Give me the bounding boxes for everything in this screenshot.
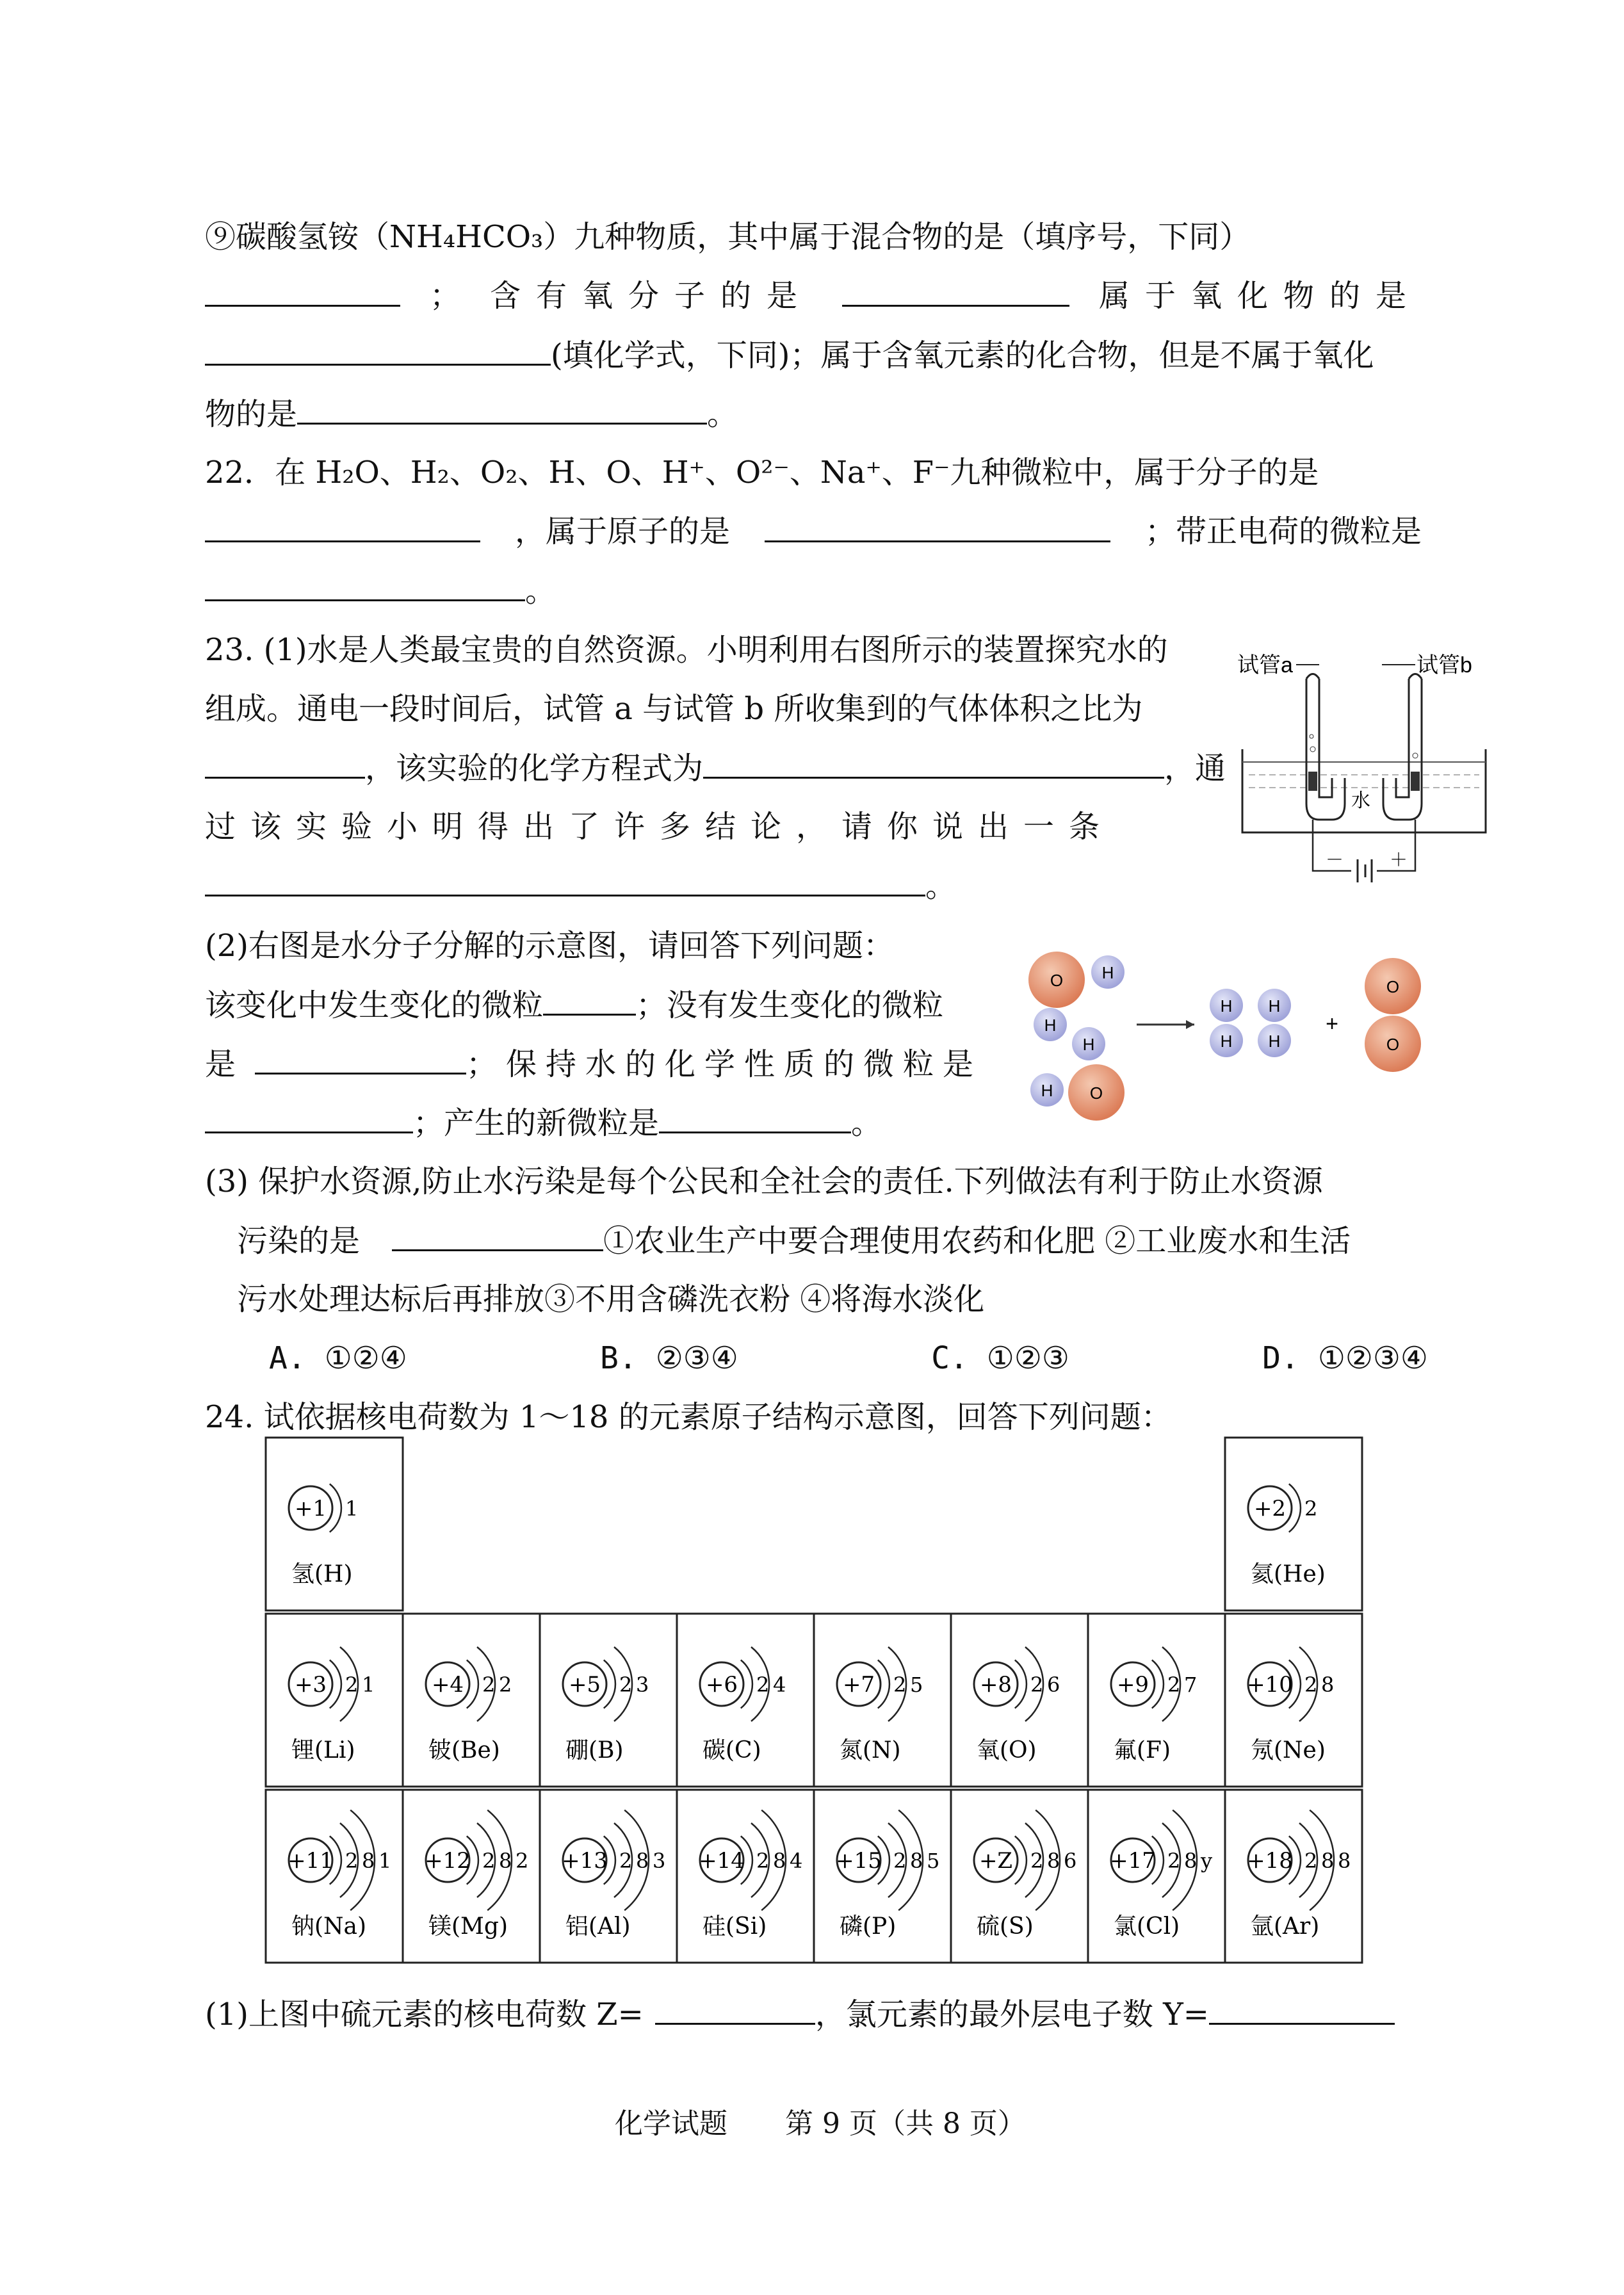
option-b[interactable]: B. ②③④ bbox=[600, 1340, 738, 1376]
element-name: 氧(O) bbox=[977, 1737, 1037, 1764]
q21-semicolon: ； bbox=[429, 278, 460, 314]
answer-blank-sulfur-charge[interactable] bbox=[655, 1995, 815, 2025]
hydrogen-symbol: H bbox=[1101, 963, 1114, 982]
q23-p3-line2 bbox=[237, 1221, 1351, 1260]
water-decomposition-figure bbox=[1018, 941, 1441, 1127]
nuclear-charge: +17 bbox=[1110, 1848, 1156, 1874]
electron-count: 2 bbox=[1030, 1849, 1044, 1873]
q23-p1-line2: 组成。通电一段时间后，试管 a 与试管 b 所收集到的气体体积之比为 bbox=[205, 691, 1143, 727]
oxygen-symbol: O bbox=[1089, 1083, 1103, 1103]
electron-count: 3 bbox=[653, 1849, 666, 1873]
electron-count: 8 bbox=[636, 1849, 649, 1873]
q23-p1-line1: 23. (1)水是人类最宝贵的自然资源。小明利用右图所示的装置探究水的 bbox=[205, 632, 1168, 668]
electron-count: 8 bbox=[773, 1849, 786, 1873]
answer-blank-changed-particle[interactable] bbox=[543, 985, 636, 1016]
answer-blank-oxide[interactable] bbox=[205, 336, 551, 366]
q23-options bbox=[269, 1339, 1428, 1377]
electron-count: 6 bbox=[1047, 1673, 1060, 1697]
electron-count: 2 bbox=[619, 1673, 633, 1697]
nuclear-charge: +1 bbox=[294, 1496, 327, 1521]
q24-y-label: ，氯元素的最外层电子数 Y= bbox=[815, 1997, 1209, 2032]
nuclear-charge: +14 bbox=[699, 1848, 745, 1874]
plus-sign: + bbox=[1326, 1012, 1338, 1036]
oxygen-molecule-label: 含有氧分子的是 bbox=[489, 278, 813, 314]
hydrogen-symbol: H bbox=[1041, 1081, 1053, 1100]
electron-count: 5 bbox=[927, 1849, 940, 1873]
q23-p3-statements: ①农业生产中要合理使用农药和化肥 ②工业废水和生活 bbox=[603, 1223, 1351, 1259]
answer-blank-positive[interactable] bbox=[205, 571, 525, 601]
electron-count: 2 bbox=[1304, 1496, 1318, 1521]
q23-p2-line1: (2)右图是水分子分解的示意图，请回答下列问题： bbox=[205, 928, 894, 964]
nuclear-charge: +8 bbox=[979, 1672, 1012, 1698]
element-name: 碳(C) bbox=[702, 1737, 761, 1764]
element-name: 氮(N) bbox=[840, 1737, 901, 1764]
electrolysis-apparatus-figure bbox=[1230, 640, 1498, 884]
option-d[interactable]: D. ①②③④ bbox=[1262, 1340, 1428, 1376]
nuclear-charge: +6 bbox=[705, 1672, 738, 1698]
electron-count: 8 bbox=[499, 1849, 512, 1873]
answer-blank-molecule[interactable] bbox=[205, 512, 480, 542]
element-name: 硼(B) bbox=[565, 1737, 624, 1764]
hydrogen-symbol: H bbox=[1268, 996, 1281, 1016]
electron-count: 2 bbox=[893, 1673, 907, 1697]
q24-sub1 bbox=[205, 1995, 1395, 2034]
electron-count: 2 bbox=[345, 1673, 359, 1697]
element-name: 锂(Li) bbox=[291, 1737, 355, 1764]
q22-line1: 22．在 H₂O、H₂、O₂、H、O、H⁺、O²⁻、Na⁺、F⁻九种微粒中，属于分子的是 bbox=[205, 455, 1319, 491]
electron-count: 2 bbox=[1167, 1673, 1181, 1697]
atom-diagram bbox=[1247, 1647, 1334, 1764]
q23-changed-label: 该变化中发生变化的微粒 bbox=[205, 987, 544, 1023]
answer-blank-chlorine-outer[interactable] bbox=[1209, 1995, 1395, 2025]
hydrogen-symbol: H bbox=[1220, 1032, 1233, 1051]
answer-blank-new-particle[interactable] bbox=[659, 1103, 851, 1133]
answer-blank-volume-ratio[interactable] bbox=[205, 749, 365, 779]
electron-count: 2 bbox=[893, 1849, 907, 1873]
q23-p3-label: 污染的是 bbox=[237, 1223, 361, 1259]
nuclear-charge: +12 bbox=[425, 1848, 471, 1874]
nuclear-charge: +10 bbox=[1247, 1672, 1293, 1698]
electron-count: 2 bbox=[1304, 1673, 1318, 1697]
electron-count: 2 bbox=[1304, 1849, 1318, 1873]
atom-diagram bbox=[974, 1810, 1076, 1940]
electron-count: 1 bbox=[378, 1849, 392, 1873]
minus-sign: － bbox=[1326, 849, 1344, 870]
periodic-table-grid bbox=[263, 1434, 1434, 1972]
footer-subject: 化学试题 bbox=[615, 2107, 727, 2140]
electron-count: 2 bbox=[345, 1849, 359, 1873]
hydrogen-symbol: H bbox=[1082, 1035, 1095, 1054]
q23-p1-line5 bbox=[205, 866, 956, 905]
q23-property-label: ；保持水的化学性质的微粒是 bbox=[466, 1046, 983, 1082]
atom-diagram bbox=[425, 1810, 528, 1940]
element-name: 铍(Be) bbox=[428, 1737, 500, 1764]
q23-p2-period: 。 bbox=[851, 1105, 882, 1141]
electron-count: 2 bbox=[756, 1849, 770, 1873]
oxygen-symbol: O bbox=[1386, 1035, 1400, 1054]
electron-count: 4 bbox=[773, 1673, 786, 1697]
electron-count: 2 bbox=[619, 1849, 633, 1873]
q22-line3 bbox=[205, 571, 556, 610]
element-name: 硫(S) bbox=[977, 1913, 1034, 1940]
element-name: 氦(He) bbox=[1251, 1561, 1326, 1587]
atom-diagram bbox=[289, 1647, 375, 1764]
q23-line3-end: ，通 bbox=[1164, 750, 1226, 786]
q23-equation-label: ，该实验的化学方程式为 bbox=[365, 750, 704, 786]
atom-diagram bbox=[1111, 1647, 1197, 1764]
tube-b-label: 试管b bbox=[1417, 653, 1472, 677]
nuclear-charge: +18 bbox=[1247, 1848, 1293, 1874]
water-label: 水 bbox=[1351, 790, 1370, 812]
electron-count: 2 bbox=[1030, 1673, 1044, 1697]
oxygen-symbol: O bbox=[1386, 977, 1400, 996]
electron-count: 1 bbox=[345, 1496, 359, 1521]
q22-line2 bbox=[205, 512, 1422, 551]
answer-blank-unchanged-particle[interactable] bbox=[255, 1044, 466, 1075]
electron-count: 2 bbox=[482, 1673, 496, 1697]
electron-count: 2 bbox=[499, 1673, 512, 1697]
q23-p3-line1: (3) 保护水资源,防止水污染是每个公民和全社会的责任.下列做法有利于防止水资源 bbox=[205, 1164, 1323, 1199]
electron-count: 8 bbox=[1321, 1849, 1335, 1873]
nuclear-charge: +7 bbox=[842, 1672, 875, 1698]
q23-p2-line2 bbox=[205, 985, 943, 1025]
atom-diagram bbox=[1248, 1484, 1326, 1587]
nuclear-charge: +11 bbox=[288, 1848, 334, 1874]
nuclear-charge: +13 bbox=[562, 1848, 608, 1874]
atom-diagram bbox=[563, 1647, 649, 1764]
electron-count: 2 bbox=[756, 1673, 770, 1697]
q23-p1-line4: 过该实验小明得出了许多结论，请你说出一条 bbox=[205, 809, 1115, 845]
answer-blank-oxygen-compound[interactable] bbox=[297, 394, 707, 425]
nuclear-charge: +3 bbox=[294, 1672, 327, 1698]
oxygen-symbol: O bbox=[1050, 971, 1064, 990]
electron-count: 8 bbox=[362, 1849, 375, 1873]
electron-count: 3 bbox=[636, 1673, 649, 1697]
q23-line3-prefix: 是 bbox=[205, 1046, 236, 1082]
atom-diagram bbox=[289, 1484, 358, 1587]
element-name: 硅(Si) bbox=[702, 1913, 767, 1940]
q21-line4-prefix: 物的是 bbox=[205, 396, 298, 432]
q23-unchanged-label: ；没有发生变化的微粒 bbox=[636, 987, 944, 1023]
nuclear-charge: +2 bbox=[1253, 1496, 1287, 1521]
atom-diagram bbox=[1247, 1810, 1351, 1940]
element-name: 氩(Ar) bbox=[1251, 1913, 1320, 1940]
q22-positive-label: ；带正电荷的微粒是 bbox=[1144, 514, 1422, 549]
oxide-label: 属于氧化物的是 bbox=[1098, 278, 1422, 314]
hydrogen-symbol: H bbox=[1044, 1016, 1057, 1035]
answer-blank-mixture[interactable] bbox=[205, 277, 400, 307]
element-name: 氖(Ne) bbox=[1251, 1737, 1326, 1764]
q24-z-label: (1)上图中硫元素的核电荷数 Z= bbox=[205, 1997, 644, 2032]
option-a[interactable]: A. ①②④ bbox=[269, 1340, 407, 1376]
electron-count: 8 bbox=[1047, 1849, 1060, 1873]
q21-line3-text: (填化学式，下同)；属于含氧元素的化合物，但是不属于氧化 bbox=[551, 337, 1374, 373]
electron-count: y bbox=[1201, 1849, 1213, 1873]
element-name: 氢(H) bbox=[291, 1561, 353, 1587]
element-name: 镁(Mg) bbox=[428, 1913, 508, 1940]
atom-diagram bbox=[837, 1647, 923, 1764]
atom-diagram bbox=[974, 1647, 1060, 1764]
footer-page-number: 第 9 页（共 8 页） bbox=[785, 2107, 1026, 2140]
answer-blank-conclusion[interactable] bbox=[205, 866, 925, 896]
electron-count: 5 bbox=[910, 1673, 923, 1697]
electron-count: 6 bbox=[1064, 1849, 1077, 1873]
atom-diagram bbox=[699, 1810, 802, 1940]
nuclear-charge: +15 bbox=[836, 1848, 882, 1874]
atom-diagram bbox=[1110, 1810, 1212, 1940]
electron-count: 2 bbox=[1167, 1849, 1181, 1873]
q23-p1-line3 bbox=[205, 749, 1226, 788]
q23-p2-line4 bbox=[205, 1103, 882, 1142]
q22-atom-label: ，属于原子的是 bbox=[514, 514, 730, 549]
atom-diagram bbox=[426, 1647, 512, 1764]
answer-blank-atom[interactable] bbox=[765, 512, 1110, 542]
electron-count: 8 bbox=[1321, 1673, 1335, 1697]
q23-p2-line3 bbox=[205, 1044, 1012, 1083]
option-c[interactable]: C. ①②③ bbox=[931, 1340, 1069, 1376]
electron-count: 1 bbox=[362, 1673, 375, 1697]
q21-line2 bbox=[205, 277, 1422, 315]
atom-diagram bbox=[288, 1810, 391, 1940]
electron-count: 7 bbox=[1184, 1673, 1198, 1697]
electron-count: 8 bbox=[1338, 1849, 1351, 1873]
electron-count: 2 bbox=[516, 1849, 529, 1873]
hydrogen-symbol: H bbox=[1268, 1032, 1281, 1051]
element-name: 磷(P) bbox=[840, 1913, 897, 1940]
atom-diagram bbox=[700, 1647, 786, 1764]
answer-blank-water-protection[interactable] bbox=[392, 1221, 603, 1251]
periodic-table-atom-diagrams bbox=[263, 1434, 1434, 1972]
electron-count: 2 bbox=[482, 1849, 496, 1873]
q21-line3 bbox=[205, 336, 1374, 375]
electron-count: 4 bbox=[790, 1849, 803, 1873]
element-name: 氟(F) bbox=[1114, 1737, 1171, 1764]
nuclear-charge: +Z bbox=[978, 1848, 1013, 1874]
plus-sign: ＋ bbox=[1390, 849, 1408, 870]
element-name: 氯(Cl) bbox=[1114, 1913, 1180, 1940]
q22-period: 。 bbox=[525, 573, 556, 609]
tube-a-label: 试管a bbox=[1237, 653, 1293, 677]
nuclear-charge: +9 bbox=[1116, 1672, 1149, 1698]
q21-period: 。 bbox=[707, 396, 738, 432]
answer-blank-property-particle[interactable] bbox=[205, 1103, 413, 1133]
atom-diagram bbox=[836, 1810, 939, 1940]
electron-count: 8 bbox=[1184, 1849, 1198, 1873]
hydrogen-symbol: H bbox=[1220, 996, 1233, 1016]
electron-count: 8 bbox=[910, 1849, 923, 1873]
q23-new-particle-label: ；产生的新微粒是 bbox=[413, 1105, 660, 1141]
element-name: 钠(Na) bbox=[291, 1913, 367, 1940]
answer-blank-oxygen-molecule[interactable] bbox=[842, 277, 1069, 307]
q21-line4 bbox=[205, 394, 738, 434]
element-name: 铝(Al) bbox=[565, 1913, 631, 1940]
q21-line1: ⑨碳酸氢铵（NH₄HCO₃）九种物质，其中属于混合物的是（填序号，下同） bbox=[205, 219, 1251, 255]
q23-p1-period: 。 bbox=[925, 868, 957, 904]
q23-p3-line3: 污水处理达标后再排放③不用含磷洗衣粉 ④将海水淡化 bbox=[237, 1281, 985, 1317]
page-footer bbox=[615, 2100, 1026, 2141]
nuclear-charge: +4 bbox=[431, 1672, 464, 1698]
answer-blank-equation[interactable] bbox=[703, 749, 1164, 779]
nuclear-charge: +5 bbox=[568, 1672, 601, 1698]
q24-intro: 24. 试依据核电荷数为 1～18 的元素原子结构示意图，回答下列问题： bbox=[205, 1399, 1172, 1435]
atom-diagram bbox=[562, 1810, 665, 1940]
